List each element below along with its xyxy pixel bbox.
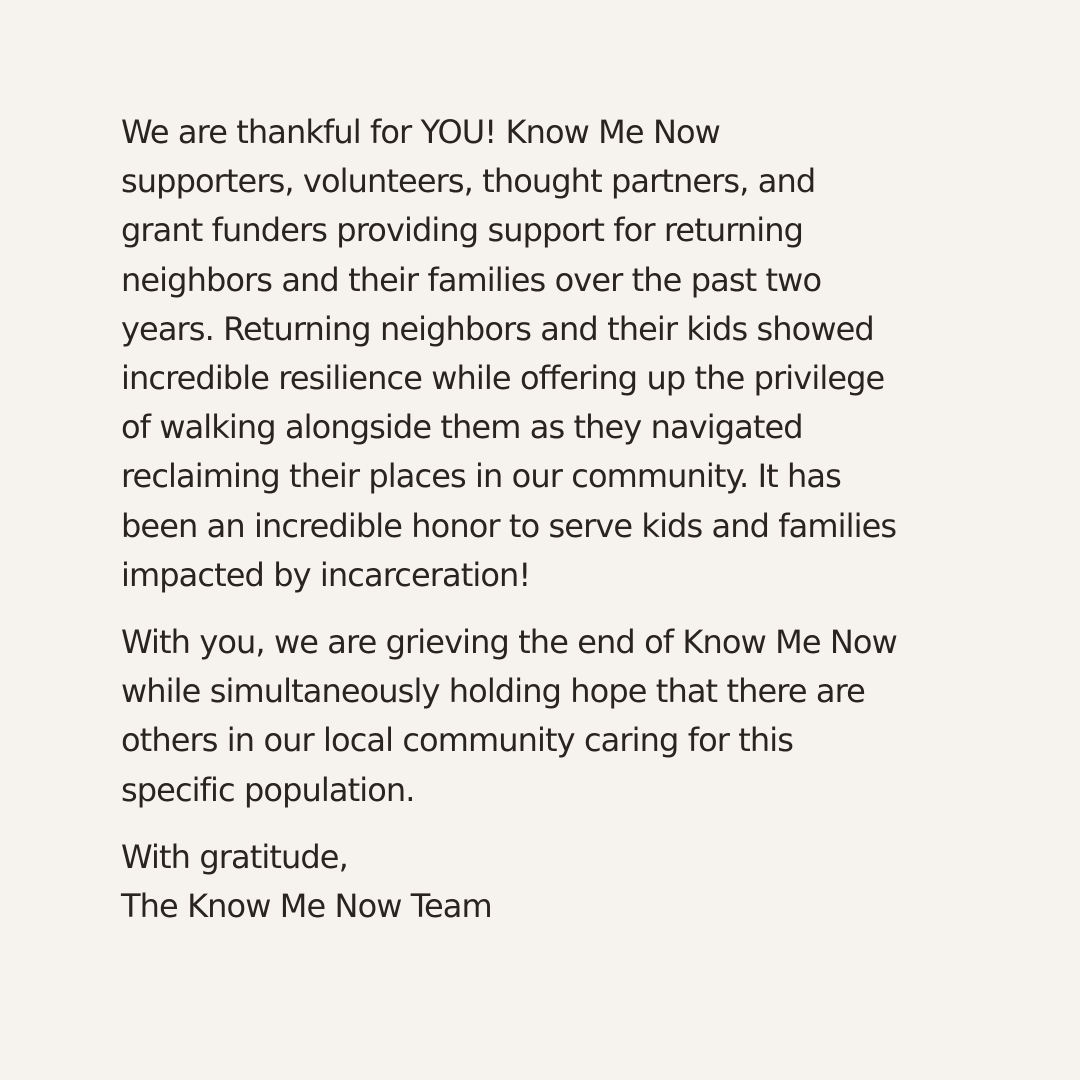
text-line: specific population. — [121, 770, 415, 809]
text-line: We are thankful for YOU! Know Me Now — [121, 113, 720, 151]
text-line: years. Returning neighbors and their kids showed — [121, 309, 874, 348]
signature-line: The Know Me Now Team — [121, 887, 492, 926]
paragraph-grieving — [121, 618, 1001, 815]
text-line: supporters, volunteers, thought partners, and — [121, 162, 816, 201]
text-line: others in our local community caring for this — [121, 721, 794, 760]
text-line: of walking alongside them as they navigated — [121, 408, 803, 447]
text-line: reclaiming their places in our community. It has — [121, 457, 841, 496]
text-line: been an incredible honor to serve kids and families — [121, 506, 897, 545]
signoff — [121, 833, 1001, 931]
text-line: neighbors and their families over the past two — [121, 260, 822, 299]
paragraph-thanks — [121, 108, 1001, 600]
closing-line: With gratitude, — [121, 837, 348, 876]
text-line: With you, we are grieving the end of Know Me Now — [121, 623, 897, 662]
text-line: while simultaneously holding hope that there are — [121, 672, 865, 711]
letter-body — [121, 108, 1001, 931]
text-line: impacted by incarceration! — [121, 555, 531, 594]
text-line: grant funders providing support for returning — [121, 211, 804, 250]
text-line: incredible resilience while offering up the privilege — [121, 359, 885, 398]
